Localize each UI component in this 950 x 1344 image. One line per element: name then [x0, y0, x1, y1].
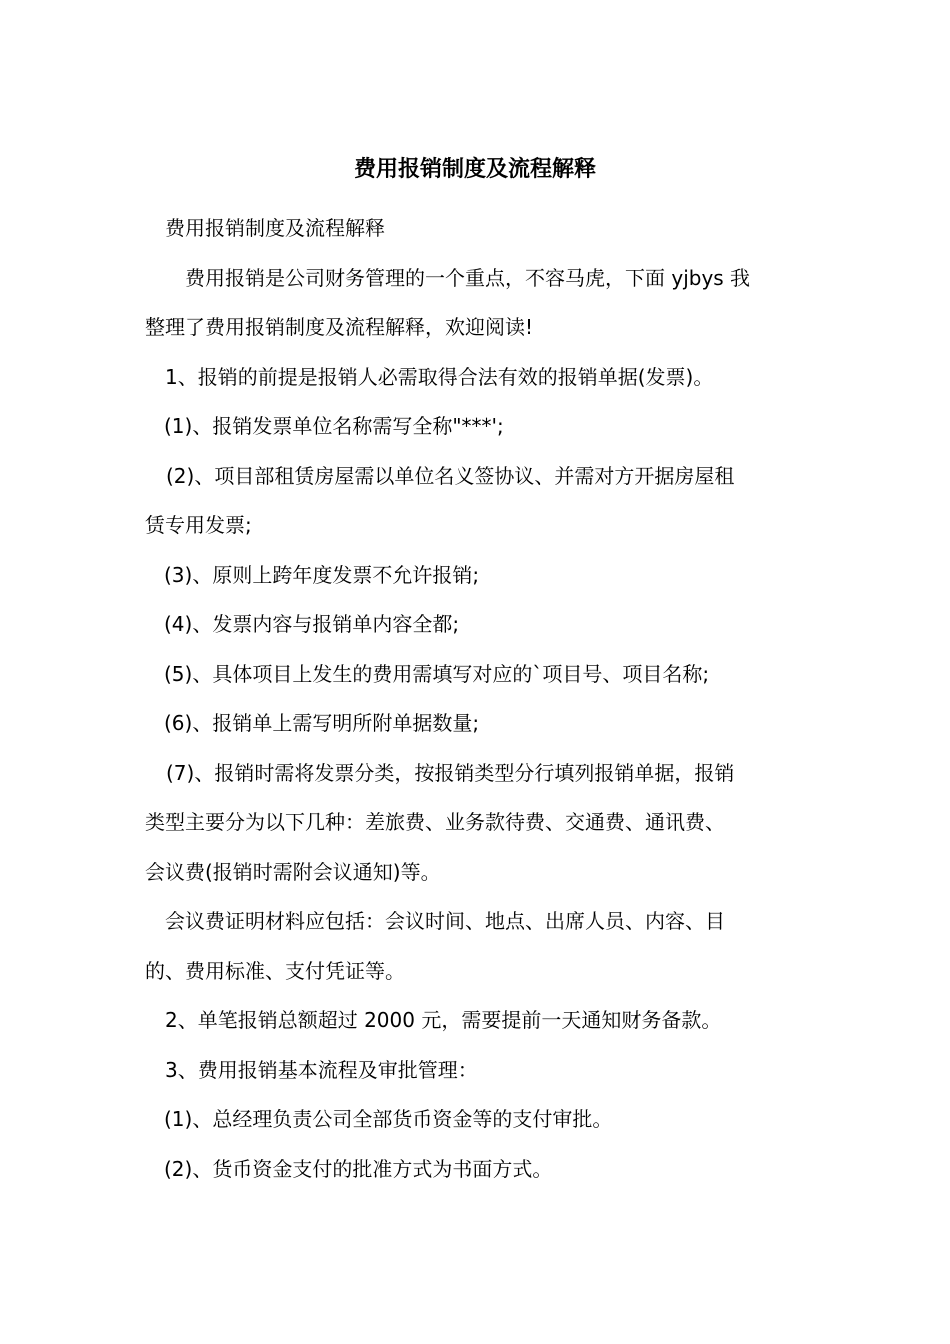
subtitle-line: 费用报销制度及流程解释	[165, 216, 385, 240]
section-2-heading: 2、单笔报销总额超过 2000 元，需要提前一天通知财务备款。	[165, 1008, 722, 1032]
item-3-2: (2)、货币资金支付的批准方式为书面方式。	[164, 1156, 553, 1181]
intro-line-2: 整理了费用报销制度及流程解释，欢迎阅读!	[145, 315, 534, 339]
item-1-7-line-1: (7)、报销时需将发票分类，按报销类型分行填列报销单据，报销	[166, 760, 735, 785]
document-body	[145, 204, 810, 1194]
intro-line-1: 费用报销是公司财务管理的一个重点，不容马虎，下面 yjbys 我	[185, 265, 751, 290]
section-3-heading: 3、费用报销基本流程及审批管理：	[165, 1057, 478, 1082]
item-3-1: (1)、总经理负责公司全部货币资金等的支付审批。	[164, 1107, 613, 1131]
item-1-2-line-2: 赁专用发票;	[145, 513, 252, 537]
meeting-note-line-2: 的、费用标准、支付凭证等。	[145, 958, 405, 983]
section-1-heading: 1、报销的前提是报销人必需取得合法有效的报销单据(发票)。	[165, 364, 714, 389]
item-1-1: (1)、报销发票单位名称需写全称"***';	[164, 414, 504, 438]
item-1-5: (5)、具体项目上发生的费用需填写对应的`项目号、项目名称;	[164, 661, 710, 686]
document-title: 费用报销制度及流程解释	[353, 157, 596, 182]
item-1-2-line-1: (2)、项目部租赁房屋需以单位名义签协议、并需对方开据房屋租	[166, 463, 735, 488]
item-1-7-line-3: 会议费(报销时需附会议通知)等。	[145, 859, 441, 884]
item-1-6: (6)、报销单上需写明所附单据数量;	[164, 711, 480, 735]
item-1-4: (4)、发票内容与报销单内容全都;	[164, 612, 460, 636]
item-1-7-line-2: 类型主要分为以下几种：差旅费、业务款待费、交通费、通讯费、	[145, 810, 725, 834]
meeting-note-line-1: 会议费证明材料应包括：会议时间、地点、出席人员、内容、目	[165, 909, 725, 933]
item-1-3: (3)、原则上跨年度发票不允许报销;	[164, 562, 480, 587]
